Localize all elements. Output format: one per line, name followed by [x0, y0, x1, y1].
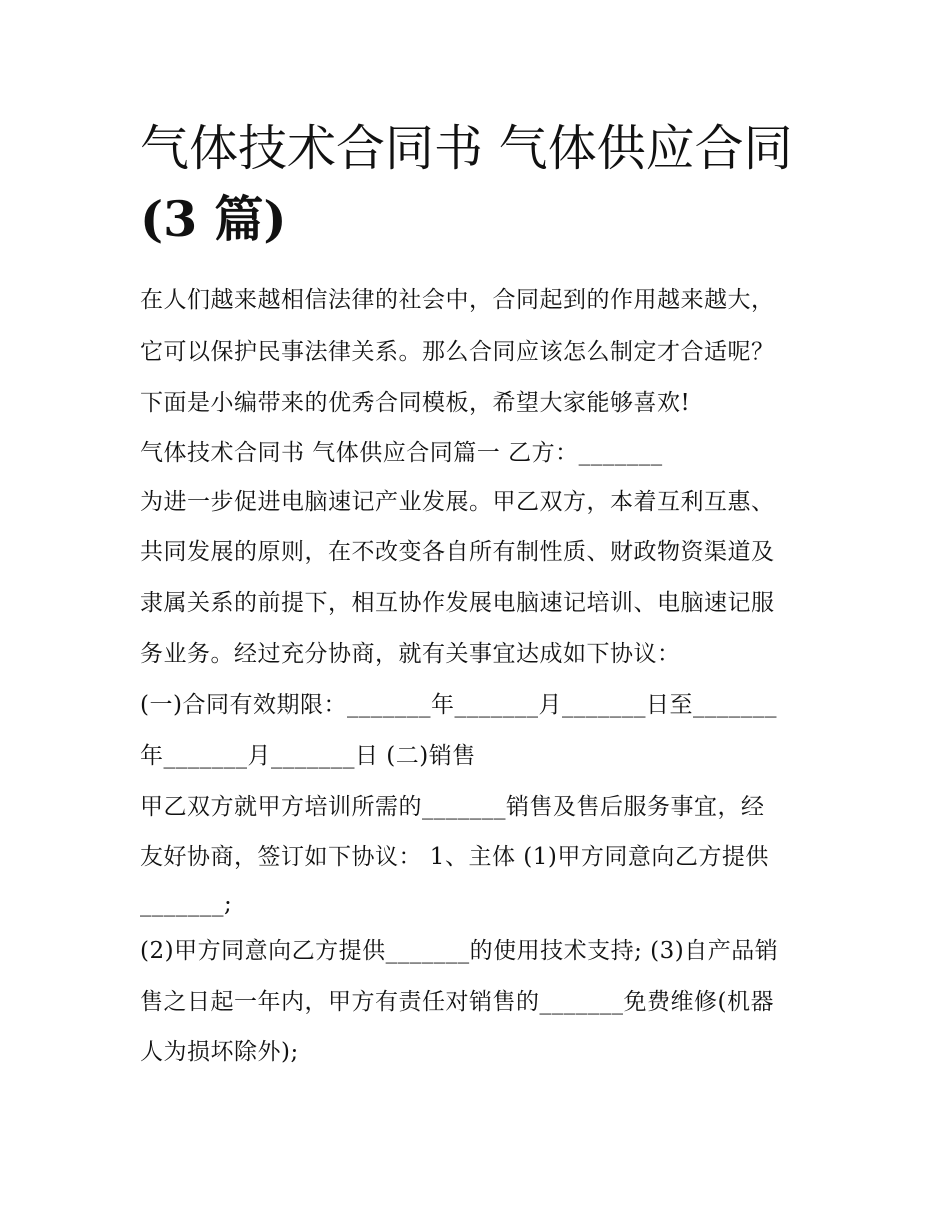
body-line-16: 人为损坏除外);	[140, 1039, 299, 1065]
body-line-10: 年_______月_______日 (二)销售	[140, 743, 476, 769]
body-line-6: 共同发展的原则，在不改变各自所有制性质、财政物资渠道及	[140, 539, 775, 565]
body-line-2: 它可以保护民事法律关系。那么合同应该怎么制定才合适呢？	[140, 339, 775, 365]
body-line-15: 售之日起一年内，甲方有责任对销售的_______免费维修(机器	[140, 989, 774, 1015]
body-line-8: 务业务。经过充分协商，就有关事宜达成如下协议：	[140, 641, 681, 667]
body-line-14: (2)甲方同意向乙方提供_______的使用技术支持; (3)自产品销	[140, 938, 779, 964]
body-line-13: _______;	[140, 891, 233, 917]
body-line-4: 气体技术合同书 气体供应合同篇一 乙方：_______	[140, 440, 663, 466]
body-line-1: 在人们越来越相信法律的社会中，合同起到的作用越来越大，	[140, 287, 775, 313]
title-line-1: 气体技术合同书 气体供应合同	[140, 120, 793, 177]
body-line-7: 隶属关系的前提下，相互协作发展电脑速记培训、电脑速记服	[140, 590, 775, 616]
body-line-12: 友好协商，签订如下协议： 1、主体 (1)甲方同意向乙方提供	[140, 844, 769, 870]
title-line-2: (3 篇)	[140, 190, 287, 248]
document-title	[140, 114, 830, 254]
body-line-9: (一)合同有效期限：_______年_______月_______日至_______	[140, 692, 777, 718]
body-line-3: 下面是小编带来的优秀合同模板，希望大家能够喜欢!	[140, 390, 691, 416]
body-line-11: 甲乙双方就甲方培训所需的_______销售及售后服务事宜，经	[140, 794, 765, 820]
body-line-5: 为进一步促进电脑速记产业发展。甲乙双方，本着互利互惠、	[140, 489, 775, 515]
